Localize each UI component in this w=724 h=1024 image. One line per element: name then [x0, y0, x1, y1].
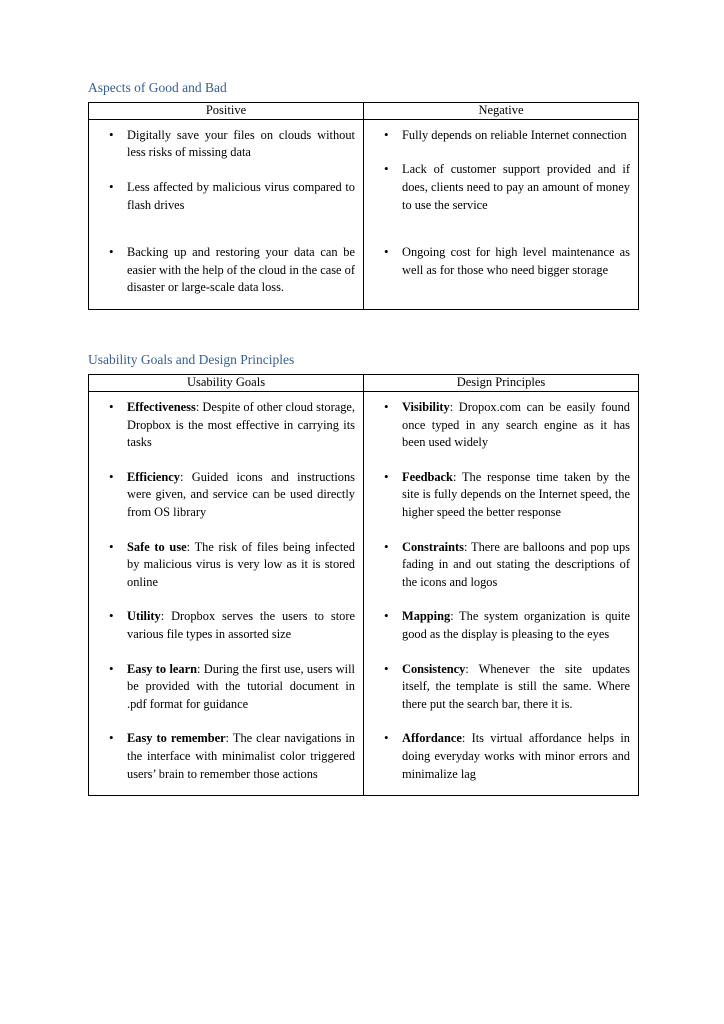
section-heading-usability: Usability Goals and Design Principles — [88, 352, 295, 368]
list-item: • Ongoing cost for high level maintenance as well as for those who need bigger storage — [372, 244, 630, 279]
usability-table — [88, 374, 639, 796]
term-label: Mapping — [402, 609, 451, 624]
usability-goals-cell — [89, 391, 364, 795]
usability-goals-list — [89, 392, 363, 795]
negative-list — [364, 120, 638, 292]
term-description: : The risk of files being infected by malicious virus is very low as it is stored online — [127, 539, 355, 589]
table-header-row — [89, 375, 639, 392]
term-description: : During the first use, users will be provided with the tutorial document in .pdf format for guidance — [127, 661, 355, 711]
list-item — [97, 730, 355, 783]
list-item — [372, 539, 630, 592]
term-description: : Dropbox serves the users to store various file types in assorted size — [127, 609, 355, 641]
term-description: : Dropox.com can be easily found once typed in any search engine as it has been used widely — [402, 399, 630, 450]
term-description: : There are balloons and pop ups fading in and out stating the descriptions of the icons and logos — [402, 539, 630, 589]
list-item: • Digitally save your files on clouds without less risks of missing data — [97, 127, 355, 162]
term-label: Constraints — [402, 539, 464, 554]
list-item — [97, 608, 355, 643]
list-item — [372, 661, 630, 714]
column-header-design-principles: Design Principles — [364, 375, 639, 392]
term-label: Easy to learn — [127, 661, 197, 676]
list-item: • Lack of customer support provided and if does, clients need to pay an amount of money to use the service — [372, 161, 630, 214]
positive-cell — [89, 119, 364, 309]
column-header-usability-goals: Usability Goals — [89, 375, 364, 392]
column-header-positive: Positive — [89, 103, 364, 120]
list-item — [372, 469, 630, 522]
list-item: • Backing up and restoring your data can be easier with the help of the cloud in the case of disaster or large-scale data loss. — [97, 244, 355, 297]
term-label: Efficiency — [127, 469, 180, 484]
table-row — [89, 391, 639, 795]
list-item — [97, 539, 355, 592]
term-label: Effectiveness — [127, 399, 196, 414]
list-item — [372, 399, 630, 452]
list-item: • Less affected by malicious virus compared to flash drives — [97, 179, 355, 214]
term-label: Consistency — [402, 661, 466, 676]
term-label: Visibility — [402, 399, 450, 414]
design-principles-cell — [364, 391, 639, 795]
list-item — [372, 730, 630, 783]
term-description: : Its virtual affordance helps in doing everyday works with minor errors and minimalize lag — [402, 731, 630, 781]
term-label: Utility — [127, 609, 161, 624]
term-description: : Guided icons and instructions were given, and service can be used directly from OS library — [127, 469, 355, 519]
term-label: Feedback — [402, 469, 453, 484]
term-description: : Despite of other cloud storage, Dropbox is the most effective in carrying its tasks — [127, 399, 355, 450]
table-header-row — [89, 103, 639, 120]
table-row — [89, 119, 639, 309]
term-description: : Whenever the site updates itself, the template is still the same. Where there put the search bar, there it is. — [402, 661, 630, 711]
list-item — [97, 469, 355, 522]
column-header-negative: Negative — [364, 103, 639, 120]
list-item — [97, 661, 355, 714]
negative-cell — [364, 119, 639, 309]
term-description: : The clear navigations in the interface with minimalist color triggered users’ brain to remember those actions — [127, 731, 355, 781]
list-item — [97, 399, 355, 452]
term-description: : The system organization is quite good as the display is pleasing to the eyes — [402, 609, 630, 641]
term-label: Affordance — [402, 731, 462, 746]
section-spacer — [88, 310, 636, 352]
term-label: Safe to use — [127, 539, 187, 554]
aspects-table — [88, 102, 639, 310]
section-heading-aspects: Aspects of Good and Bad — [88, 80, 227, 95]
term-description: : The response time taken by the site is fully depends on the Internet speed, the higher speed the better response — [402, 469, 630, 519]
design-principles-list — [364, 392, 638, 795]
term-label: Easy to remember — [127, 731, 226, 746]
list-item — [372, 608, 630, 643]
list-item: • Fully depends on reliable Internet connection — [372, 127, 630, 145]
positive-list — [89, 120, 363, 309]
